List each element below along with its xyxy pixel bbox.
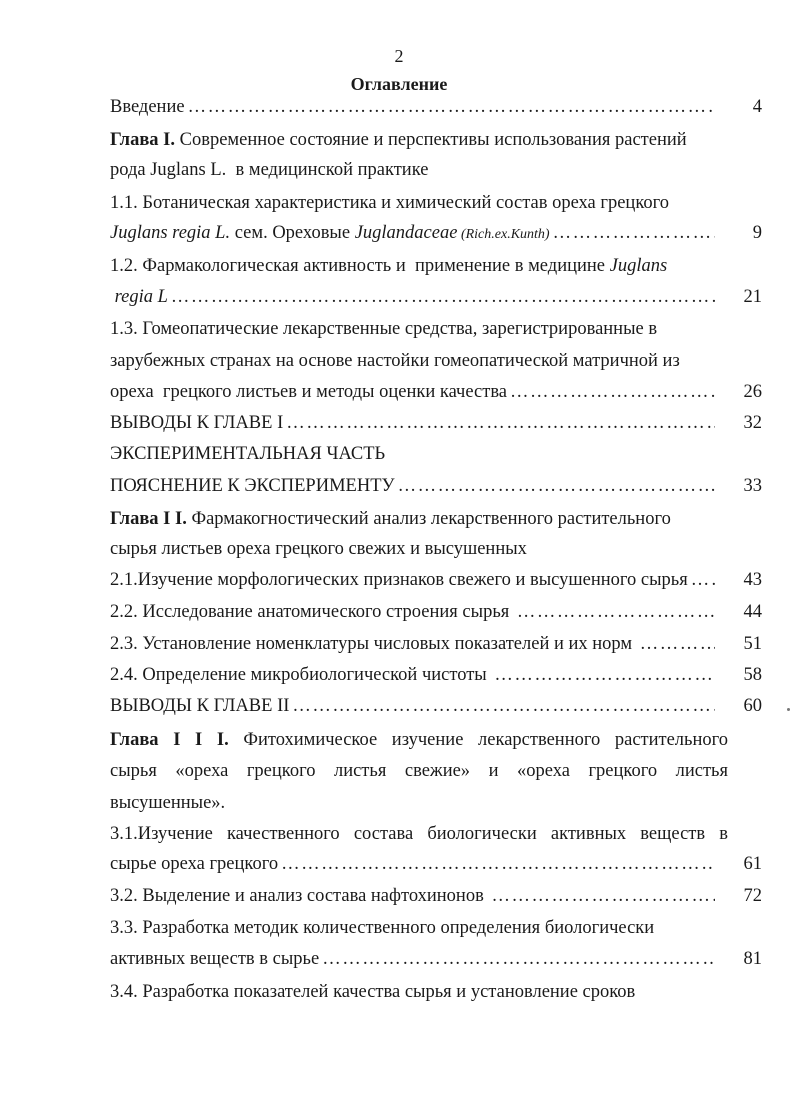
toc-entry-text: сырье ореха грецкого <box>110 854 279 874</box>
toc-entry-text: ВЫВОДЫ К ГЛАВЕ II <box>110 696 290 716</box>
latin-author: (Rich.ex.Kunth) <box>457 227 550 242</box>
dot-leader <box>292 692 715 720</box>
toc-title: Оглавление <box>350 74 448 94</box>
toc-entry-page: 58 <box>743 665 762 685</box>
toc-entry-page: 43 <box>743 570 762 590</box>
toc-entry-text: ореха грецкого листьев и методы оценки качества <box>110 382 508 402</box>
toc-entry-1-2-cont[interactable] <box>110 283 762 311</box>
toc-entry-page: 81 <box>743 949 762 969</box>
latin-name: Juglans <box>609 256 668 276</box>
latin-name: Juglans regia L. <box>110 223 231 243</box>
toc-entry-page: 9 <box>752 223 762 243</box>
toc-entry-text: ЭКСПЕРИМЕНТАЛЬНАЯ ЧАСТЬ <box>110 444 386 464</box>
toc-entry-2-1[interactable] <box>110 566 762 594</box>
toc-entry-text: 2.2. Исследование анатомического строения сырья <box>110 602 514 622</box>
toc-entry-text: Введение <box>110 97 185 117</box>
toc-entry-3-1[interactable] <box>110 820 728 848</box>
dot-leader <box>510 378 715 406</box>
dot-leader <box>640 630 715 658</box>
latin-name: regia L <box>110 287 168 307</box>
scan-speck <box>787 708 790 711</box>
toc-entry-1-2[interactable] <box>110 252 762 280</box>
toc-entry-conclusions-1[interactable] <box>110 409 762 437</box>
toc-entry-text: 3.2. Выделение и анализ состава нафтохинонов <box>110 886 489 906</box>
dot-leader <box>281 850 715 878</box>
chapter-label: Глава I. <box>110 130 176 150</box>
dot-leader <box>553 219 715 247</box>
toc-entry-page: 72 <box>743 886 762 906</box>
toc-entry-1-1[interactable] <box>110 189 762 217</box>
toc-chapter-3-heading[interactable] <box>110 726 728 754</box>
toc-entry-text: Фитохимическое изучение лекарственного растительного <box>228 730 728 750</box>
toc-entry-2-4[interactable] <box>110 661 762 689</box>
toc-entry-text: 3.4. Разработка показателей качества сырья и установление сроков <box>110 982 636 1002</box>
chapter-label: Глава I I I. <box>110 730 229 750</box>
toc-entry-page: 33 <box>743 476 762 496</box>
toc-entry-text: сырья листьев ореха грецкого свежих и высушенных <box>110 539 527 559</box>
toc-entry-text: высушенные». <box>110 793 226 813</box>
toc-entry-text: активных веществ в сырье <box>110 949 320 969</box>
latin-family: Juglandaceae <box>354 223 458 243</box>
dot-leader <box>398 472 715 500</box>
toc-entry-1-3[interactable] <box>110 315 762 343</box>
toc-entry-text: Современное состояние и перспективы использования растений <box>175 130 687 150</box>
toc-entry-3-4[interactable] <box>110 978 762 1006</box>
toc-chapter-3-heading-cont2 <box>110 789 762 817</box>
toc-entry-2-2[interactable] <box>110 598 762 626</box>
toc-entry-text: 2.4. Определение микробиологической чистоты <box>110 665 492 685</box>
toc-entry-text: сырья «ореха грецкого листья свежие» и «ореха грецкого листья <box>110 761 728 781</box>
page-number: 2 <box>394 46 404 66</box>
toc-entry-page: 60 <box>743 696 762 716</box>
toc-entry-text: рода Juglans L. в медицинской практике <box>110 160 429 180</box>
toc-entry-explanation[interactable] <box>110 472 762 500</box>
dot-leader <box>286 409 715 437</box>
toc-entry-text: Фармакогностический анализ лекарственного растительного <box>186 509 671 529</box>
chapter-label: Глава I I. <box>110 509 187 529</box>
toc-entry-text: сем. Ореховые <box>230 223 355 243</box>
toc-entry-text: 3.1.Изучение качественного состава биологически активных веществ в <box>110 824 728 844</box>
toc-entry-text: 1.3. Гомеопатические лекарственные средства, зарегистрированные в <box>110 319 658 339</box>
toc-entry-introduction[interactable] <box>110 93 762 121</box>
toc-chapter-2-heading-cont <box>110 535 762 563</box>
toc-entry-page: 32 <box>743 413 762 433</box>
toc-entry-text: ВЫВОДЫ К ГЛАВЕ I <box>110 413 284 433</box>
toc-entry-text: 2.1.Изучение морфологических признаков свежего и высушенного сырья <box>110 570 688 590</box>
toc-chapter-3-heading-cont <box>110 757 728 785</box>
dot-leader <box>494 661 715 689</box>
toc-entry-1-3-cont <box>110 347 762 375</box>
toc-entry-text: 1.1. Ботаническая характеристика и химический состав ореха грецкого <box>110 193 670 213</box>
dot-leader <box>517 598 715 626</box>
toc-entry-page: 44 <box>743 602 762 622</box>
toc-entry-page: 4 <box>752 97 762 117</box>
toc-entry-2-3[interactable] <box>110 630 762 658</box>
dot-leader <box>322 945 715 973</box>
toc-entry-page: 61 <box>743 854 762 874</box>
dot-leader <box>491 882 715 910</box>
toc-entry-3-1-cont[interactable] <box>110 850 762 878</box>
toc-entry-text: ПОЯСНЕНИЕ К ЭКСПЕРИМЕНТУ <box>110 476 395 496</box>
toc-entry-3-3-cont[interactable] <box>110 945 762 973</box>
toc-entry-text: 3.3. Разработка методик количественного определения биологически <box>110 918 655 938</box>
toc-chapter-2-heading[interactable] <box>110 505 762 533</box>
toc-section-experimental[interactable] <box>110 440 762 468</box>
toc-entry-text: 2.3. Установление номенклатуры числовых показателей и их норм <box>110 634 637 654</box>
toc-entry-page: 51 <box>743 634 762 654</box>
dot-leader <box>188 93 715 121</box>
dot-leader <box>171 283 715 311</box>
toc-entry-conclusions-2[interactable] <box>110 692 762 720</box>
toc-entry-text: зарубежных странах на основе настойки гомеопатической матричной из <box>110 351 680 371</box>
toc-entry-1-3-cont2[interactable] <box>110 378 762 406</box>
toc-chapter-1-heading[interactable] <box>110 126 762 154</box>
dot-leader <box>691 566 715 594</box>
toc-entry-text: 1.2. Фармакологическая активность и применение в медицине <box>110 256 610 276</box>
toc-entry-3-3[interactable] <box>110 914 762 942</box>
toc-entry-1-1-cont[interactable] <box>110 219 762 247</box>
toc-entry-3-2[interactable] <box>110 882 762 910</box>
toc-entry-page: 26 <box>743 382 762 402</box>
toc-entry-page: 21 <box>743 287 762 307</box>
toc-chapter-1-heading-cont <box>110 156 762 184</box>
